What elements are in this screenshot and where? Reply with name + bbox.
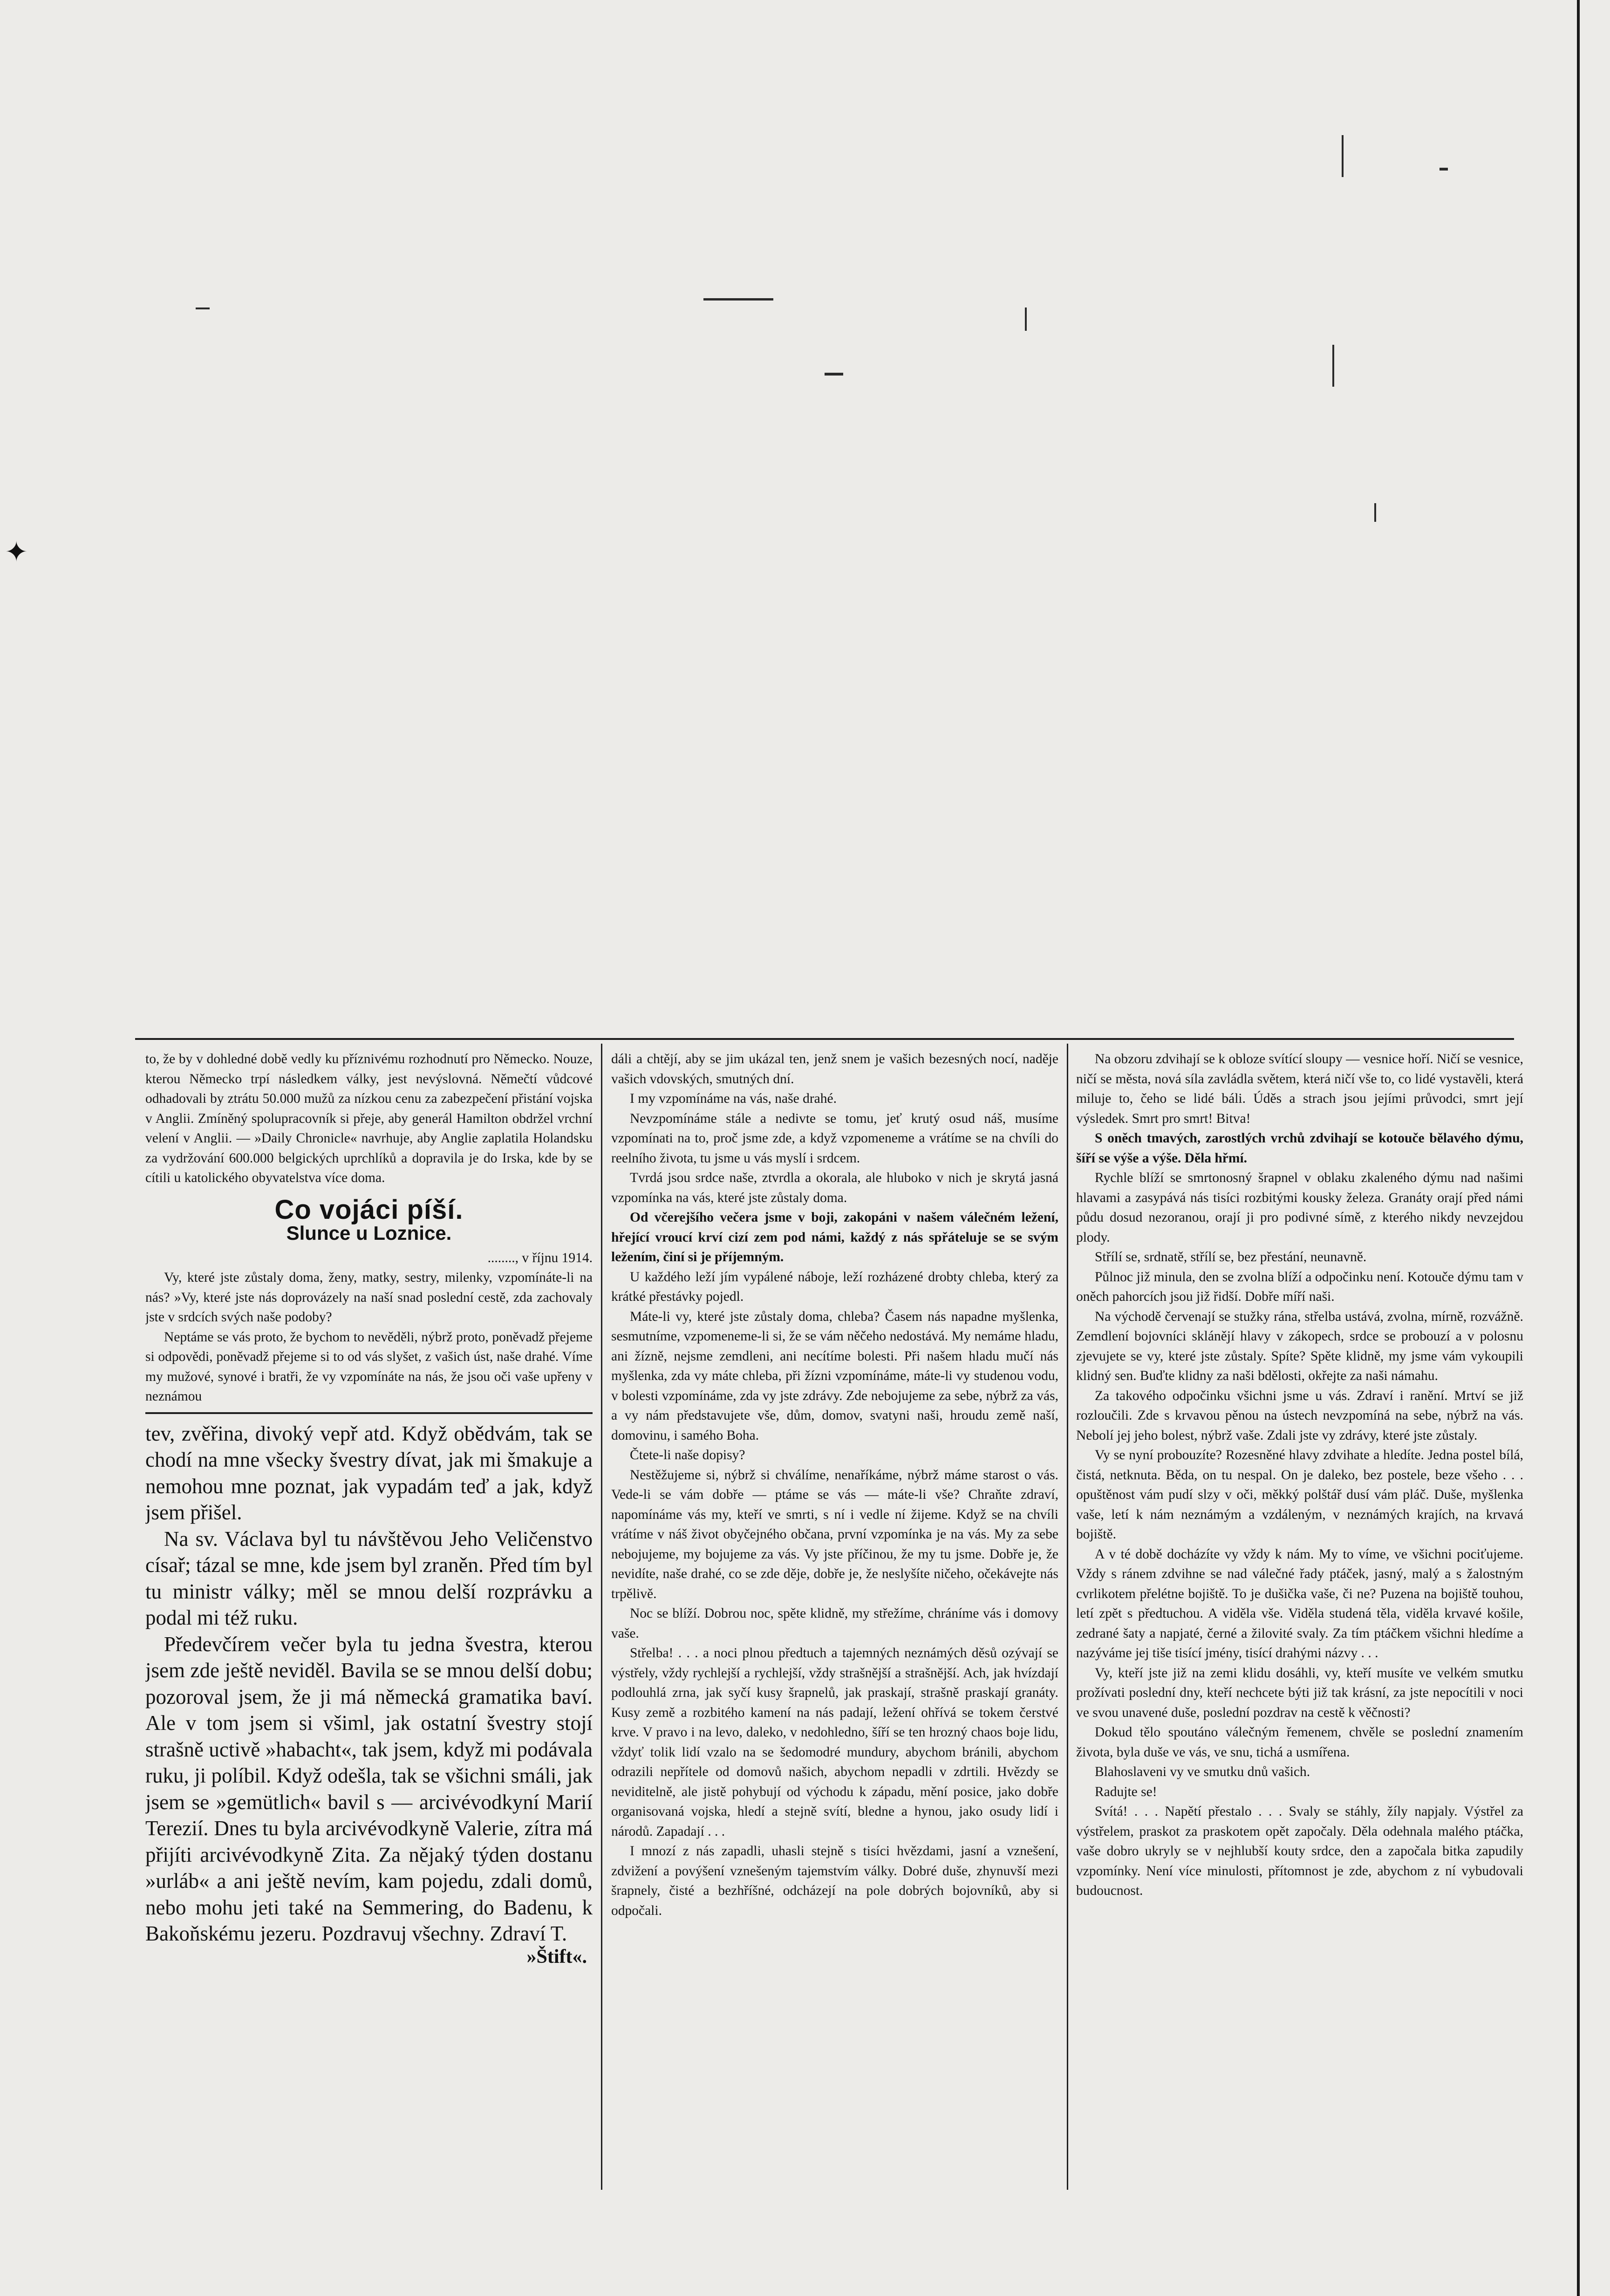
- article-dateline: ........, v říjnu 1914.: [487, 1250, 593, 1265]
- article-subheadline: Slunce u Loznice.: [286, 1222, 452, 1244]
- article-paragraph: Vy, kteří jste již na zemi klidu dosáhli, vy, kteří musíte ve velkém smutku prožívati poslední dny, kteří nechcete býti již tak krásní, za jste nepocítili v noci ve svou unavené duše, poslední pozdrav na cestě k věčnosti?: [1076, 1665, 1523, 1720]
- article-paragraph: U každého leží jím vypálené náboje, leží rozházené drobty chleba, který za krátké přestávky pojedl.: [611, 1269, 1058, 1304]
- print-speck: [1332, 345, 1334, 387]
- column-2: [611, 1049, 1058, 2167]
- letter-paragraph: tev, zvěřina, divoký vepř atd. Když obědvám, tak se chodí na mne všecky švestry dívat, jak mi šmakuje a nemohou mne poznat, jak vypadám teď a jak, když jsem přišel.: [145, 1421, 593, 1524]
- article-paragraph: S oněch tmavých, zarostlých vrchů zdvihají se kotouče bělavého dýmu, šíří se výše a výše. Děla hřmí.: [1076, 1131, 1523, 1166]
- article-paragraph: dáli a chtějí, aby se jim ukázal ten, jenž snem je vašich bezesných nocí, naděje vašich vdovských, smutných dní.: [611, 1052, 1058, 1086]
- article-paragraph: I my vzpomínáme na vás, naše drahé.: [630, 1091, 837, 1106]
- section-divider: [145, 1412, 593, 1414]
- column-3: [1076, 1049, 1523, 2167]
- article-paragraph: A v té době docházíte vy vždy k nám. My to víme, ve všichni pociťujeme. Vždy s ránem zdvihne se nad válečné řady ptáček, jasný, malý a s žalostným cvrlikotem přelétne bojiště. To je dušička vaše, či ne? Puzena na bojiště touhou, letí zpět s předtuchou. A viděla vše. Viděla studená těla, viděla krvavé košile, zedrané šaty a napjaté, černé a žilovité svaly. Za tím ptáčkem všichni hledíme a nazýváme jej tiše tisící jmény, tisící drahými názvy . . .: [1076, 1546, 1523, 1660]
- print-speck: [1374, 503, 1376, 522]
- print-speck: [196, 308, 210, 309]
- article-paragraph: Tvrdá jsou srdce naše, ztvrdla a okorala, ale hluboko v nich je skrytá jasná vzpomínka na vás, které jste zůstaly doma.: [611, 1170, 1058, 1205]
- print-speck: [825, 373, 843, 376]
- article-paragraph: Od včerejšího večera jsme v boji, zakopáni v našem válečném ležení, hřející vroucí krví cizí zem pod námi, každý z nás spřáteluje se se svým ležením, činí si je příjemným.: [611, 1210, 1058, 1264]
- article-paragraph: Půlnoc již minula, den se zvolna blíží a odpočinku není. Kotouče dýmu tam v oněch pahorcích jsou již řidší. Dobře míří naši.: [1076, 1269, 1523, 1304]
- article-paragraph: Nestěžujeme si, nýbrž si chválíme, nenaříkáme, nýbrž máme starost o vás. Vede-li se vám dobře — ptáme se vás — máte-li vše? Chraňte zdraví, napomínáme vás my, kteří ve smrti, s ní i vedle ní žijeme. Když se na chvíli vrátíme v náš život obyčejného občana, první vzpomínka je na vás. My za sebe nebojujeme, my bojujeme za vás. Vy jste příčinou, že my tu jsme. Dobře je, že nevidíte, naše drahé, co se zde děje, dobře je, že neslyšíte ničeho, očekávejte nás trpělivě.: [611, 1467, 1058, 1601]
- margin-mark-icon: ✦: [5, 536, 28, 568]
- article-paragraph: Máte-li vy, které jste zůstaly doma, chleba? Časem nás napadne myšlenka, sesmutníme, vzpomeneme-li si, že se vám něčeho nedostává. My nemáme hladu, ani žízně, nejsme zemdleni, ani necítíme bolesti. Při našem hladu mučí nás myšlenka, zda vy máte chleba, při žízni vzpomínáme, máte-li vy studenou vodu, v bolesti vzpomínáme, zda vy jste zdrávy. Zde nebojujeme za sebe, nýbrž za vás, a vy nám představujete vše, dům, domov, svatyni naši, hroudu země naší, domovinu, i samého Boha.: [611, 1309, 1058, 1443]
- article-paragraph: Radujte se!: [1095, 1784, 1157, 1799]
- print-speck: [703, 298, 773, 301]
- article-paragraph: Střílí se, srdnatě, střílí se, bez přestání, neunavně.: [1095, 1250, 1367, 1264]
- article-paragraph: Svítá! . . . Napětí přestalo . . . Svaly se stáhly, žíly napjaly. Výstřel za výstřelem, praskot za praskotem opět započaly. Děla odehnala malého ptáčka, vaše dobro ukryly se v nejhlubší kouty srdce, den a započala bitka zapudily vzpomínky. Není více minulosti, přítomnost je zde, abychom z ní vybudovali budoucnost.: [1076, 1804, 1523, 1898]
- article-paragraph: Neptáme se vás proto, že bychom to nevěděli, nýbrž proto, poněvadž přejeme si odpovědi, poněvadž přejeme si to od vás slyšet, z vašich úst, naše drahé. Víme my mužové, synové i bratři, že vy vzpomínáte na nás, že jsou oči vaše upřeny v neznámou: [145, 1329, 593, 1404]
- letter-signature: »Štift«.: [526, 1946, 587, 1968]
- article-paragraph: Dokud tělo spoutáno válečným řemenem, chvěle se poslední znamením života, byla duše ve vás, ve snu, tichá a usmířena.: [1076, 1725, 1523, 1760]
- article-paragraph: Na východě červenají se stužky rána, střelba ustává, zvolna, mírně, rozvážně. Zemdlení bojovníci sklánějí hlavy v zákopech, srdce se probouzí a v polosnu zjevujete se vy, které jste zůstaly. Spíte? Spěte klidně, my jsme vám vykoupili klidný sen. Buďte klidny za naši bdělosti, okřejte za naši námahu.: [1076, 1309, 1523, 1383]
- article-paragraph: Noc se blíží. Dobrou noc, spěte klidně, my střežíme, chráníme vás i domovy vaše.: [611, 1606, 1058, 1641]
- column-divider: [601, 1044, 602, 2190]
- print-speck: [1342, 135, 1344, 177]
- section-headline: Co vojáci píší.: [274, 1194, 464, 1225]
- article-paragraph: Nevzpomínáme stále a nedivte se tomu, jeť krutý osud náš, musíme vzpomínati na to, proč jsme zde, a když vzpomeneme a vrátíme se na chvíli do reelního života, tu jsme u vás myslí i srdcem.: [611, 1111, 1058, 1166]
- page-edge-border: [1577, 0, 1580, 2296]
- article-paragraph: Blahoslaveni vy ve smutku dnů vašich.: [1095, 1764, 1310, 1779]
- article-paragraph: Čtete-li naše dopisy?: [630, 1448, 745, 1462]
- letter-paragraph: Na sv. Václava byl tu návštěvou Jeho Veličenstvo císař; tázal se mne, kde jsem byl zraněn. Před tím byl tu ministr války; měl se mnou delší rozprávku a podal mi též ruku.: [145, 1527, 593, 1629]
- article-paragraph: Střelba! . . . a noci plnou předtuch a tajemných neznámých děsů ozývají se výstřely, vždy rychlejší a rychlejší, vždy strašnější a strašnější. Ach, jak hvízdají podlouhlá zrna, jak syčí kusy šrapnelů, jak praskají, strašně praskají granáty. Kusy země a rozbitého kamení na nás padají, ležení ohřívá se tokem čerstvé krve. V pravo i na levo, daleko, v nedohledno, šíří se ten hrozný chaos boje lidu, vždyť tolik lidí vzalo na se šedomodré mundury, abychom bránili, abychom odrazili nepřítele od domovů našich, abychom nepadli v zdrtili. Hvězdy se neviditelně, ale jistě pohybují od východu k západu, mění posice, jako dobře organisovaná vojska, hledí a stejně svítí, bledne a hynou, jako osudy lidí i národů. Zapadají . . .: [611, 1646, 1058, 1839]
- column-divider: [1067, 1044, 1068, 2190]
- article-paragraph: Vy se nyní probouzíte? Rozesněné hlavy zdvihate a hledíte. Jedna postel bílá, čistá, netknuta. Běda, on tu nespal. On je daleko, bez postele, beze všeho . . . opuštěnost vám pudí slzy v oči, měkký polštář dusí vám pláč. Duše, myšlenka vaše, letí k nám neznámým a vzdáleným, v neznámých krajích, na krvavá bojiště.: [1076, 1448, 1523, 1542]
- article-paragraph: Vy, které jste zůstaly doma, ženy, matky, sestry, milenky, vzpomínáte-li na nás? »Vy, které jste nás doprovázely na naší snad poslední cestě, zda zachovaly jste v srdcích svých naše podoby?: [145, 1270, 593, 1325]
- print-speck: [1025, 308, 1027, 331]
- print-speck: [1439, 168, 1448, 171]
- article-paragraph: I mnozí z nás zapadli, uhasli stejně s tisíci hvězdami, jasní a vznešení, zdvižení a povýšení vznešeným tajemstvím války. Dobré duše, zhynuvší mezi šrapnely, čisté a bezhříšné, odcházejí na pole dobrých bojovníků, aby si odpočali.: [611, 1844, 1058, 1918]
- article-continuation: to, že by v dohledné době vedly ku příznivému rozhodnutí pro Německo. Nouze, kterou Německo trpí následkem války, jest nevýslovná. Němečtí vůdcové odhadovali by ztrátu 50.000 mužů za nízkou cenu za zabezpečení přistání vojska v Anglii. Zmíněný spolupracovník si přeje, aby generál Hamilton obdržel vrchní velení v Anglii. — »Daily Chronicle« navrhuje, aby Anglie zaplatila Holandsku za vydržování 600.000 belgických uprchlíků a dopravila je do Irska, kde by se cítili u katolického obyvatelstva více doma.: [145, 1052, 593, 1185]
- article-paragraph: Na obzoru zdvihají se k obloze svítící sloupy — vesnice hoří. Ničí se vesnice, ničí se města, nová síla zavládla světem, která ničí vše to, co lidé vystavěli, která miluje to, čeho se lidé báli. Úděs a strach jsou jejími průvodci, smrt její výsledek. Smrt pro smrt! Bitva!: [1076, 1052, 1523, 1126]
- column-1: [145, 1049, 593, 2177]
- top-column-rule: [135, 1038, 1514, 1040]
- article-paragraph: Za takového odpočinku všichni jsme u vás. Zdraví i ranění. Mrtví se již rozloučili. Zde s krvavou pěnou na ústech nevzpomíná na sebe, nýbrž na vás. Nebolí jej jeho bolest, nýbrž vaše. Zdali jste vy zdrávy, které jste zůstaly.: [1076, 1388, 1523, 1443]
- letter-paragraph: Předevčírem večer byla tu jedna švestra, kterou jsem zde ještě neviděl. Bavila se se mnou delší dobu; pozoroval jsem, že ji má německá gramatika baví. Ale v tom jsem si všiml, jak ostatní švestry stojí strašně uctivě »habacht«, tak jsem, když mi podávala ruku, ji políbil. Když odešla, tak se všichni smáli, jak jsem se »gemütlich« bavil s — arcivévodkyní Marií Terezií. Dnes tu byla arcivévodkyně Valerie, zítra má přijíti arcivévodkyně Zita. Za nějaký týden dostanu »urláb« a ani ještě nevím, kam pojedu, zdali domů, nebo mohu jeti také na Semmering, do Badenu, k Bakoňskému jezeru. Pozdravuj všechny. Zdraví T.: [145, 1632, 593, 1945]
- article-paragraph: Rychle blíží se smrtonosný šrapnel v oblaku zkaleného dýmu nad našimi hlavami a zasypává nás tisíci rozbitými kousky železa. Granáty orají před námi půdu dosud nezoranou, orají ji pro podivné símě, z kterého nikdy nevzejdou plody.: [1076, 1170, 1523, 1245]
